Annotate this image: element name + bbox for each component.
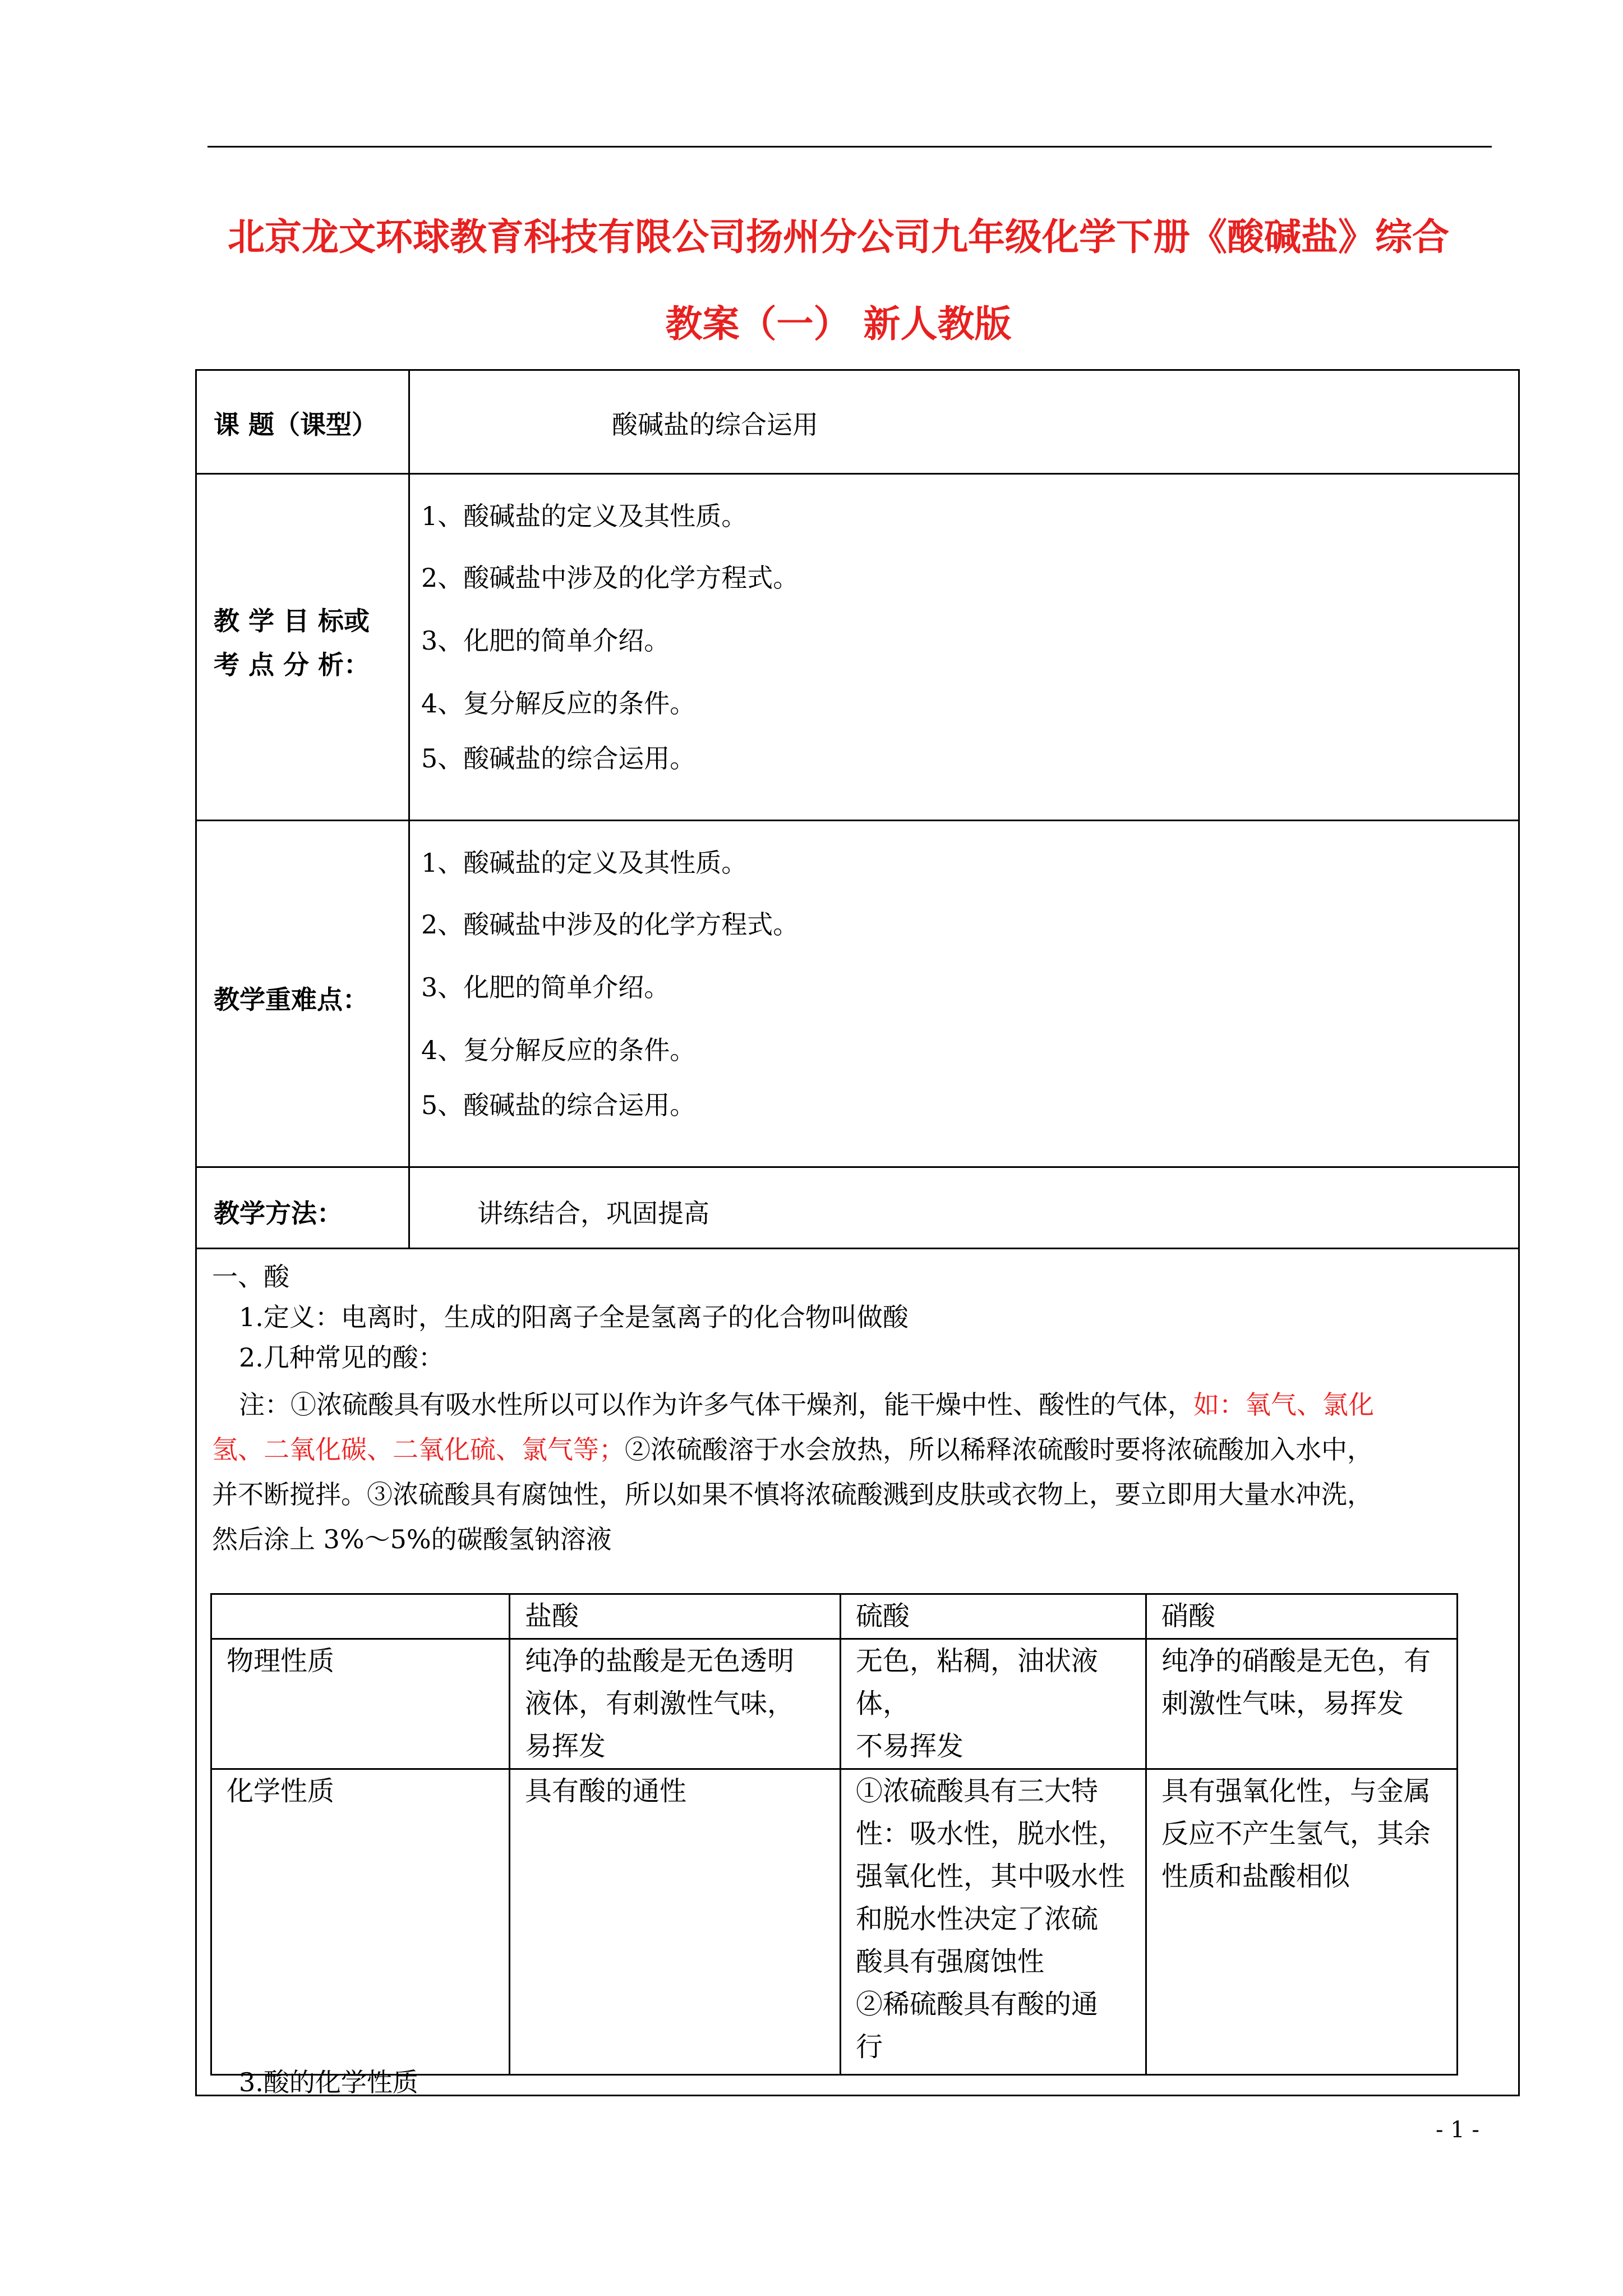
common-acids-heading: 2.几种常见的酸： xyxy=(239,1342,444,1373)
method-label: 教学方法： xyxy=(214,1198,343,1228)
objectives-list xyxy=(410,475,1518,820)
note-line-4: 然后涂上 3%～5%的碳酸氢钠溶液 xyxy=(212,1524,612,1554)
page-number: - 1 - xyxy=(1436,2117,1479,2143)
document-title-line2: 教案（一） 新人教版 xyxy=(665,302,1012,346)
note-line-3: 并不断搅拌。③浓硫酸具有腐蚀性，所以如果不慎将浓硫酸溅到皮肤或衣物上，要立即用大量水冲洗， xyxy=(212,1479,1373,1510)
cell-line: 和脱水性决定了浓硫 xyxy=(856,1903,1099,1935)
objectives-label-line2: 考 点 分 析： xyxy=(214,650,370,680)
cell-line: 不易挥发 xyxy=(856,1731,964,1762)
section-heading: 一、酸 xyxy=(212,1262,289,1292)
topic-value-cell xyxy=(410,371,1518,473)
cell-line: 酸具有强腐蚀性 xyxy=(856,1946,1045,1977)
list-item: 3、化肥的简单介绍。 xyxy=(421,625,670,656)
key-points-label: 教学重难点： xyxy=(214,984,368,1015)
list-item: 4、复分解反应的条件。 xyxy=(421,1035,696,1065)
cell-line: 强氧化性，其中吸水性 xyxy=(856,1861,1126,1892)
list-item: 1、酸碱盐的定义及其性质。 xyxy=(421,848,748,878)
objectives-row xyxy=(197,475,1518,821)
cell-line: 易挥发 xyxy=(525,1731,606,1762)
method-value-cell xyxy=(410,1168,1518,1248)
list-item: 3、化肥的简单介绍。 xyxy=(421,972,670,1002)
row-label: 化学性质 xyxy=(211,1769,510,2075)
table-header-cell: 盐酸 xyxy=(510,1594,841,1639)
cell-line: 具有强氧化性，与金属 xyxy=(1161,1775,1431,1807)
key-points-list xyxy=(410,821,1518,1166)
chemical-properties-heading: 3.酸的化学性质 xyxy=(239,2067,418,2097)
table-header-cell: 硫酸 xyxy=(841,1594,1146,1639)
table-cell xyxy=(1146,1639,1458,1769)
note-line-1 xyxy=(239,1384,1374,1421)
cell-line: 液体，有刺激性气味， xyxy=(525,1688,795,1719)
table-header-cell: 硝酸 xyxy=(1146,1594,1458,1639)
document-title-line1: 北京龙文环球教育科技有限公司扬州分公司九年级化学下册《酸碱盐》综合 xyxy=(228,215,1449,259)
note-highlight: 如：氧气、氯化 xyxy=(1193,1389,1374,1420)
topic-label: 课 题（课型） xyxy=(214,409,378,440)
topic-row xyxy=(197,371,1518,475)
cell-line: 反应不产生氢气，其余 xyxy=(1161,1818,1431,1849)
cell-line: 无色，粘稠，油状液体， xyxy=(856,1645,1099,1719)
cell-line: 行 xyxy=(856,2031,883,2063)
header-rule xyxy=(208,146,1492,148)
key-points-label-cell xyxy=(197,821,410,1166)
cell-line: 纯净的硝酸是无色，有 xyxy=(1161,1645,1431,1677)
objectives-label-line1: 教 学 目 标或 xyxy=(214,606,370,636)
cell-line: 性质和盐酸相似 xyxy=(1161,1861,1350,1892)
list-item: 5、酸碱盐的综合运用。 xyxy=(421,743,696,774)
list-item: 2、酸碱盐中涉及的化学方程式。 xyxy=(421,909,799,940)
table-header-row xyxy=(211,1594,1458,1639)
cell-line: ②稀硫酸具有酸的通 xyxy=(856,1989,1099,2020)
note-line-2 xyxy=(212,1429,1373,1466)
topic-value: 酸碱盐的综合运用 xyxy=(612,409,818,440)
table-cell xyxy=(1146,1769,1458,2075)
key-points-row xyxy=(197,821,1518,1168)
table-cell xyxy=(510,1769,841,2075)
list-item: 2、酸碱盐中涉及的化学方程式。 xyxy=(421,563,799,593)
table-cell xyxy=(510,1639,841,1769)
table-header-cell xyxy=(211,1594,510,1639)
cell-line: 具有酸的通性 xyxy=(525,1775,687,1807)
method-value: 讲练结合，巩固提高 xyxy=(477,1198,709,1228)
acid-comparison-table xyxy=(210,1593,1458,2076)
table-row xyxy=(211,1769,1458,2075)
list-item: 4、复分解反应的条件。 xyxy=(421,688,696,719)
acid-definition: 1.定义：电离时，生成的阳离子全是氢离子的化合物叫做酸 xyxy=(239,1302,909,1332)
objectives-label-cell xyxy=(197,475,410,820)
cell-line: 刺激性气味，易挥发 xyxy=(1161,1688,1404,1719)
method-row xyxy=(197,1168,1518,1249)
note-highlight: 氢、二氧化碳、二氧化硫、氯气等； xyxy=(212,1434,625,1465)
cell-line: 纯净的盐酸是无色透明 xyxy=(525,1645,795,1677)
list-item: 1、酸碱盐的定义及其性质。 xyxy=(421,501,748,531)
table-cell xyxy=(841,1639,1146,1769)
table-cell xyxy=(841,1769,1146,2075)
table-row xyxy=(211,1639,1458,1769)
list-item: 5、酸碱盐的综合运用。 xyxy=(421,1090,696,1120)
row-label: 物理性质 xyxy=(211,1639,510,1769)
cell-line: 性：吸水性，脱水性， xyxy=(856,1818,1126,1849)
note-text: ②浓硫酸溶于水会放热，所以稀释浓硫酸时要将浓硫酸加入水中， xyxy=(625,1434,1373,1465)
method-label-cell xyxy=(197,1168,410,1248)
note-text: 注：①浓硫酸具有吸水性所以可以作为许多气体干燥剂，能干燥中性、酸性的气体， xyxy=(239,1389,1193,1420)
cell-line: ①浓硫酸具有三大特 xyxy=(856,1775,1099,1807)
topic-label-cell xyxy=(197,371,410,473)
